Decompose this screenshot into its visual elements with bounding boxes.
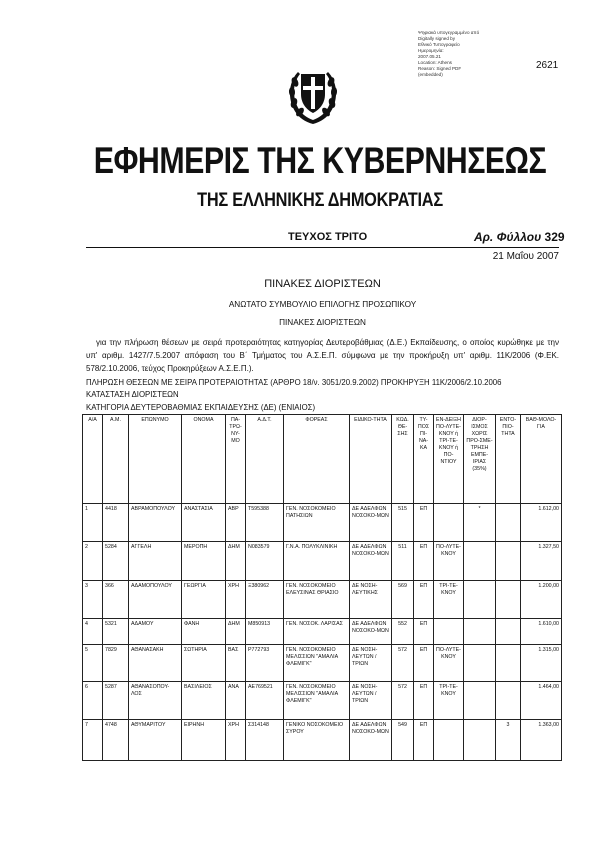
- table-cell: ΑΓΓΕΛΗ: [129, 542, 182, 581]
- table-cell: ΑΔΑΜΟΥ: [129, 619, 182, 645]
- table-cell: ΔΗΜ: [226, 542, 246, 581]
- table-cell: ΤΡΙ-ΤΕ-ΚΝΟΥ: [434, 682, 464, 720]
- column-header: ΚΩΔ. ΘΕ-ΣΗΣ: [392, 415, 414, 504]
- table-cell: ΔΕ ΑΔΕΛΦΩΝ ΝΟΣΟΚΟ-ΜΩΝ: [350, 720, 392, 761]
- section-title: ΠΙΝΑΚΕΣ ΔΙΟΡΙΣΤΕΩΝ: [264, 278, 381, 290]
- table-row: [83, 682, 562, 720]
- table-cell: ΑΘΥΜΑΡΙΤΟΥ: [129, 720, 182, 761]
- table-cell: 6: [83, 682, 103, 720]
- issue-label: ΤΕΥΧΟΣ ΤΡΙΤΟ: [288, 231, 368, 243]
- table-body: [83, 504, 562, 761]
- table-cell: [434, 504, 464, 542]
- table-cell: *: [464, 504, 496, 542]
- table-cell: Ν083579: [246, 542, 284, 581]
- table-cell: 1.327,50: [521, 542, 562, 581]
- column-header: ΦΟΡΕΑΣ: [284, 415, 350, 504]
- table-cell: [496, 504, 521, 542]
- table-cell: ΓΕΝ. ΝΟΣΟΚΟΜΕΙΟ ΜΕΛΙΣΣΙΩΝ "ΑΜΑΛΙΑ ΦΛΕΜΙΓΚ": [284, 645, 350, 682]
- table-cell: ΓΕΝ. ΝΟΣΟΚΟΜΕΙΟ ΕΛΕΥΣΙΝΑΣ ΘΡΙΑΣΙΟ: [284, 581, 350, 619]
- table-cell: ΑΘΑΝΑΣΟΠΟΥ-ΛΟΣ: [129, 682, 182, 720]
- sheet-number-label: Αρ. Φύλλου: [474, 230, 542, 244]
- table-cell: 1.464,00: [521, 682, 562, 720]
- subheading: ΠΙΝΑΚΕΣ ΔΙΟΡΙΣΤΕΩΝ: [279, 318, 366, 327]
- sheet-number-value: 329: [544, 230, 565, 244]
- table-cell: 511: [392, 542, 414, 581]
- table-cell: ΕΠ: [414, 581, 434, 619]
- table-cell: ΒΑΣ: [226, 645, 246, 682]
- table-cell: [496, 645, 521, 682]
- stamp-line: Digitally signed by: [418, 36, 456, 41]
- column-header: ΕΝΤΟ-ΠΙΟ-ΤΗΤΑ: [496, 415, 521, 504]
- table-cell: ΦΑΝΗ: [182, 619, 226, 645]
- table-cell: ΓΕΝ. ΝΟΣΟΚ. ΛΑΡΙΣΑΣ: [284, 619, 350, 645]
- table-cell: [496, 619, 521, 645]
- table-cell: ΑΝΑ: [226, 682, 246, 720]
- table-cell: 5: [83, 645, 103, 682]
- table-cell: 1.363,00: [521, 720, 562, 761]
- table-cell: 7829: [103, 645, 129, 682]
- table-cell: [434, 619, 464, 645]
- gazette-title: ΕΦΗΜΕΡΙΣ ΤΗΣ ΚΥΒΕΡΝΗΣΕΩΣ: [93, 140, 547, 181]
- table-cell: ΓΕΝ. ΝΟΣΟΚΟΜΕΙΟ ΜΕΛΙΣΣΙΩΝ "ΑΜΑΛΙΑ ΦΛΕΜΙΓΚ": [284, 682, 350, 720]
- table-cell: 4418: [103, 504, 129, 542]
- table-cell: ΠΟ-ΛΥΤΕ-ΚΝΟΥ: [434, 645, 464, 682]
- table-cell: 2: [83, 542, 103, 581]
- table-row: [83, 619, 562, 645]
- table-heading-line-3: ΚΑΤΗΓΟΡΙΑ ΔΕΥΤΕΡΟΒΑΘΜΙΑΣ ΕΚΠΑΙΔΕΥΣΗΣ (ΔΕ) (ΕΝΙΑΙΟΣ): [86, 403, 316, 412]
- table-cell: 552: [392, 619, 414, 645]
- table-cell: [434, 720, 464, 761]
- table-cell: ΓΕΝΙΚΟ ΝΟΣΟΚΟΜΕΙΟ ΣΥΡΟΥ: [284, 720, 350, 761]
- column-header: ΤΥ-ΠΟΣ ΠΙ-ΝΑ-ΚΑ: [414, 415, 434, 504]
- table-cell: ΑΘΑΝΑΣΑΚΗ: [129, 645, 182, 682]
- table-cell: 1.612,00: [521, 504, 562, 542]
- table-cell: ΓΕΝ. ΝΟΣΟΚΟΜΕΙΟ ΠΑΤΗΣΙΩΝ: [284, 504, 350, 542]
- table-cell: ΧΡΗ: [226, 581, 246, 619]
- table-cell: ΑΔΑΜΟΠΟΥΛΟΥ: [129, 581, 182, 619]
- table-cell: ΤΡΙ-ΤΕ-ΚΝΟΥ: [434, 581, 464, 619]
- table-cell: ΠΟ-ΛΥΤΕ-ΚΝΟΥ: [434, 542, 464, 581]
- table-cell: 1: [83, 504, 103, 542]
- intro-paragraph: για την πλήρωση θέσεων με σειρά προτεραιότητας κατηγορίας Δευτεροβάθμιας (Δ.Ε.) Εκπαίδευσης, ο οποίος κυρώθηκε με την υπ' αριθμ. 1427/7.5.2007 απόφαση του Β΄ Τμήματος του Α.Σ.Ε.Π. σύμφωνα με την προκήρυξη υπ' αριθμ. 11Κ/2006 (Φ.ΕΚ. 578/2.10.2006, τεύχος Προκηρύξεων Α.Σ.Ε.Π.).: [86, 338, 559, 373]
- table-cell: 1.315,00: [521, 645, 562, 682]
- table-cell: 5321: [103, 619, 129, 645]
- table-cell: ΕΙΡΗΝΗ: [182, 720, 226, 761]
- appointees-table: [82, 414, 562, 761]
- table-cell: 1.610,00: [521, 619, 562, 645]
- table-cell: 3: [496, 720, 521, 761]
- column-header: ΕΙΔΙΚΟ-ΤΗΤΑ: [350, 415, 392, 504]
- table-cell: Ξ380962: [246, 581, 284, 619]
- column-header: Α/Α: [83, 415, 103, 504]
- table-cell: Μ850913: [246, 619, 284, 645]
- stamp-line: Ημερομηνία:: [418, 48, 444, 53]
- table-cell: [464, 645, 496, 682]
- table-cell: [464, 581, 496, 619]
- table-row: [83, 542, 562, 581]
- table-cell: ΔΕ ΑΔΕΛΦΩΝ ΝΟΣΟΚΟ-ΜΩΝ: [350, 619, 392, 645]
- table-cell: ΕΠ: [414, 504, 434, 542]
- table-cell: Τ595388: [246, 504, 284, 542]
- table-cell: [464, 682, 496, 720]
- table-row: [83, 504, 562, 542]
- table-cell: 569: [392, 581, 414, 619]
- issue-date: 21 Μαΐου 2007: [492, 251, 559, 262]
- table-cell: ΑΒΡΑΜΟΠΟΥΛΟΥ: [129, 504, 182, 542]
- table-cell: 1.200,00: [521, 581, 562, 619]
- stamp-line: Ψηφιακά υπογεγραμμένο από: [418, 30, 480, 35]
- stamp-line: (embedded): [418, 72, 443, 77]
- column-header: ΠΑ-ΤΡΩ-ΝΥ-ΜΟ: [226, 415, 246, 504]
- table-heading-line-1: ΠΛΗΡΩΣΗ ΘΕΣΕΩΝ ΜΕ ΣΕΙΡΑ ΠΡΟΤΕΡΑΙΟΤΗΤΑΣ (ΑΡΘΡΟ 18/ν. 3051/20.9.2002) ΠΡΟΚΗΡΥΞΗ 11Κ/2006/2.10.2006: [86, 378, 502, 387]
- greek-coat-of-arms-emblem: [285, 60, 341, 126]
- table-cell: ΜΕΡΟΠΗ: [182, 542, 226, 581]
- column-header: ΔΙΟΡ-ΙΣΜΟΣ ΧΩΡΙΣ ΠΡΟ-ΣΜΕ-ΤΡΗΣΗ ΕΜΠΕ-ΙΡΙΑΣ (35%): [464, 415, 496, 504]
- table-cell: 549: [392, 720, 414, 761]
- table-cell: ΕΠ: [414, 542, 434, 581]
- table-cell: 515: [392, 504, 414, 542]
- table-cell: 4748: [103, 720, 129, 761]
- table-cell: 366: [103, 581, 129, 619]
- table-cell: Ρ772793: [246, 645, 284, 682]
- table-cell: Σ314148: [246, 720, 284, 761]
- table-cell: [496, 542, 521, 581]
- column-header: ΟΝΟΜΑ: [182, 415, 226, 504]
- page-number: 2621: [536, 60, 559, 71]
- table-cell: ΕΠ: [414, 619, 434, 645]
- table-row: [83, 581, 562, 619]
- table-cell: ΔΕ ΝΟΣΗ-ΛΕΥΤΩΝ / ΤΡΙΩΝ: [350, 682, 392, 720]
- table-cell: 572: [392, 682, 414, 720]
- stamp-line: Reason: Signed PDF: [418, 66, 462, 71]
- column-header: ΕΠΩΝΥΜΟ: [129, 415, 182, 504]
- table-header-row: [83, 415, 562, 504]
- stamp-line: 2007.05.21: [418, 54, 441, 59]
- authority-name: ΑΝΩΤΑΤΟ ΣΥΜΒΟΥΛΙΟ ΕΠΙΛΟΓΗΣ ΠΡΟΣΩΠΙΚΟΥ: [228, 300, 417, 309]
- table-cell: 5287: [103, 682, 129, 720]
- table-cell: ΔΕ ΝΟΣΗ-ΛΕΥΤΙΚΗΣ: [350, 581, 392, 619]
- table-heading-line-2: ΚΑΤΑΣΤΑΣΗ ΔΙΟΡΙΣΤΕΩΝ: [86, 390, 179, 399]
- column-header: Α.Δ.Τ.: [246, 415, 284, 504]
- table-cell: ΔΕ ΑΔΕΛΦΩΝ ΝΟΣΟΚΟ-ΜΩΝ: [350, 542, 392, 581]
- column-header: ΕΝ-ΔΕΙΞΗ ΠΟ-ΛΥΤΕ-ΚΝΟΥ ή ΤΡΙ-ΤΕ-ΚΝΟΥ ή ΠΟ-ΝΤΙΟΥ: [434, 415, 464, 504]
- table-cell: ΔΗΜ: [226, 619, 246, 645]
- sheet-number: [474, 230, 565, 244]
- column-header: ΒΑΘ-ΜΟΛΟ-ΓΙΑ: [521, 415, 562, 504]
- table-row: [83, 720, 562, 761]
- table-cell: [464, 619, 496, 645]
- table-cell: ΕΠ: [414, 645, 434, 682]
- stamp-line: Εθνικό Τυπογραφείο: [418, 42, 460, 47]
- table-row: [83, 645, 562, 682]
- table-cell: 5284: [103, 542, 129, 581]
- table-cell: ΧΡΗ: [226, 720, 246, 761]
- table-cell: ΕΠ: [414, 682, 434, 720]
- gazette-subtitle: ΤΗΣ ΕΛΛΗΝΙΚΗΣ ΔΗΜΟΚΡΑΤΙΑΣ: [197, 190, 443, 211]
- table-cell: ΣΩΤΗΡΙΑ: [182, 645, 226, 682]
- table-cell: [464, 720, 496, 761]
- table-cell: ΔΕ ΑΔΕΛΦΩΝ ΝΟΣΟΚΟ-ΜΩΝ: [350, 504, 392, 542]
- stamp-line: Location: Athens: [418, 60, 452, 65]
- masthead-divider: [86, 247, 559, 248]
- table-cell: ΑΕ769521: [246, 682, 284, 720]
- table-cell: 3: [83, 581, 103, 619]
- table-cell: 7: [83, 720, 103, 761]
- table-cell: ΕΠ: [414, 720, 434, 761]
- table-cell: ΑΒΡ: [226, 504, 246, 542]
- digital-signature-stamp: [418, 30, 508, 78]
- table-cell: 572: [392, 645, 414, 682]
- table-cell: ΑΝΑΣΤΑΣΙΑ: [182, 504, 226, 542]
- table-cell: 4: [83, 619, 103, 645]
- table-cell: [464, 542, 496, 581]
- table-cell: ΒΑΣΙΛΕΙΟΣ: [182, 682, 226, 720]
- table-cell: [496, 682, 521, 720]
- table-cell: [496, 581, 521, 619]
- table-cell: ΔΕ ΝΟΣΗ-ΛΕΥΤΩΝ / ΤΡΙΩΝ: [350, 645, 392, 682]
- table-cell: Γ.Ν.Α. ΠΟΛΥΚΛΙΝΙΚΗ: [284, 542, 350, 581]
- table-cell: ΓΕΩΡΓΙΑ: [182, 581, 226, 619]
- column-header: Α.Μ.: [103, 415, 129, 504]
